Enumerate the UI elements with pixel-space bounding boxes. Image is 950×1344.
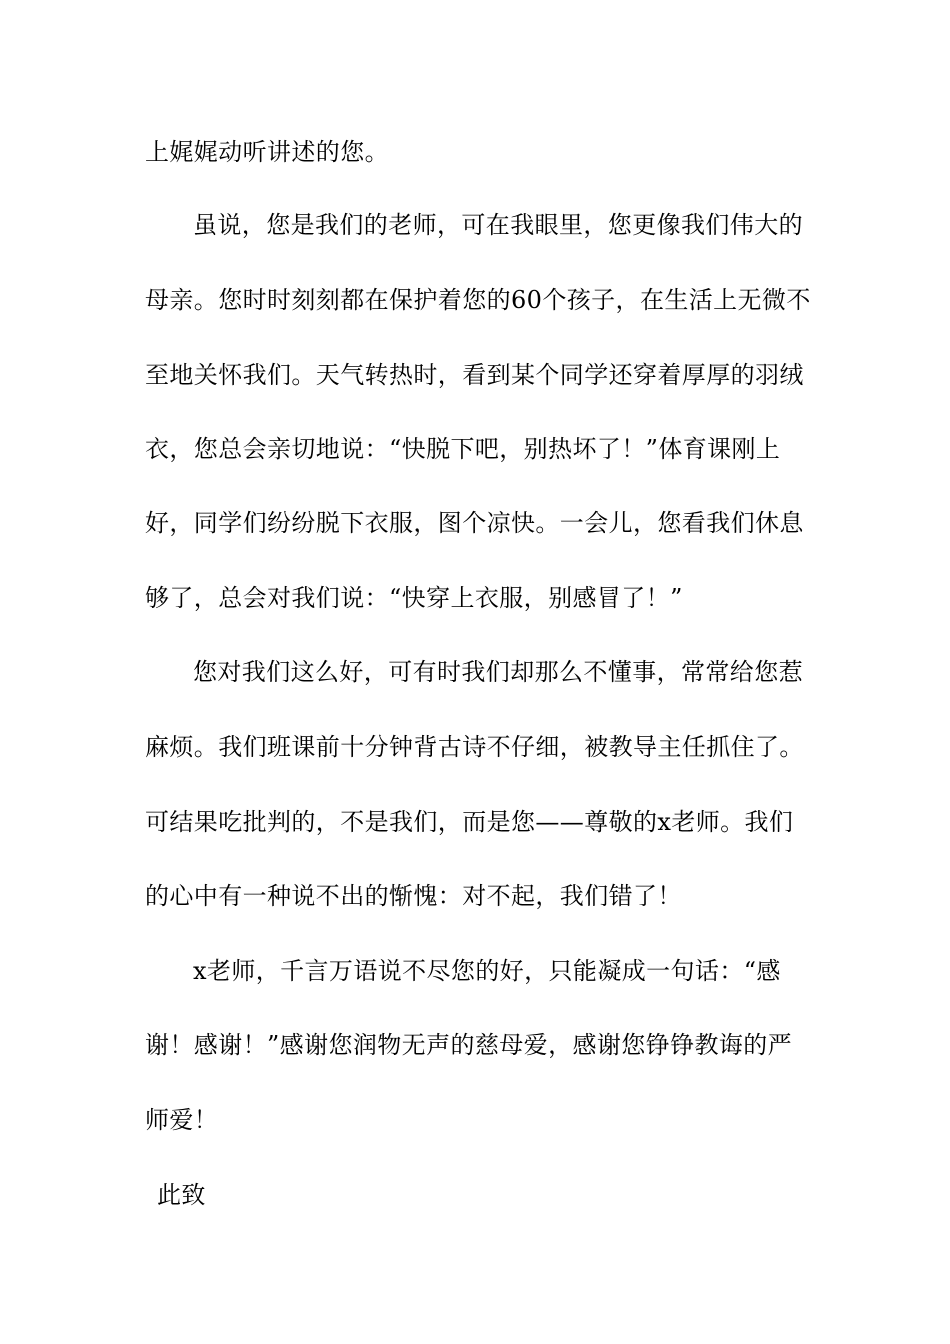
paragraph-line: 好，同学们纷纷脱下衣服，图个凉快。一会儿，您看我们休息 [145,509,804,537]
paragraph-line: 的心中有一种说不出的惭愧：对不起，我们错了！ [145,882,682,910]
paragraph-line: 可结果吃批判的，不是我们，而是您——尊敬的x老师。我们 [145,808,794,836]
paragraph-line: 上娓娓动听讲述的您。 [145,138,389,166]
paragraph-line: 衣，您总会亲切地说：“快脱下吧，别热坏了！”体育课刚上 [145,435,781,463]
paragraph-line: 麻烦。我们班课前十分钟背古诗不仔细，被教导主任抓住了。 [145,733,804,761]
paragraph-line: 母亲。您时时刻刻都在保护着您的60个孩子，在生活上无微不 [145,286,811,314]
paragraph-line: 您对我们这么好，可有时我们却那么不懂事，常常给您惹 [193,658,803,686]
paragraph-line: x老师，千言万语说不尽您的好，只能凝成一句话：“感 [193,957,781,985]
paragraph-line: 谢！感谢！”感谢您润物无声的慈母爱，感谢您铮铮教诲的严 [145,1031,793,1059]
paragraph-line: 至地关怀我们。天气转热时，看到某个同学还穿着厚厚的羽绒 [145,361,804,389]
paragraph-line: 虽说，您是我们的老师，可在我眼里，您更像我们伟大的 [193,211,803,239]
paragraph-line: 够了，总会对我们说：“快穿上衣服，别感冒了！” [145,584,683,612]
closing-salutation: 此致 [157,1181,206,1209]
paragraph-line: 师爱！ [145,1106,219,1134]
